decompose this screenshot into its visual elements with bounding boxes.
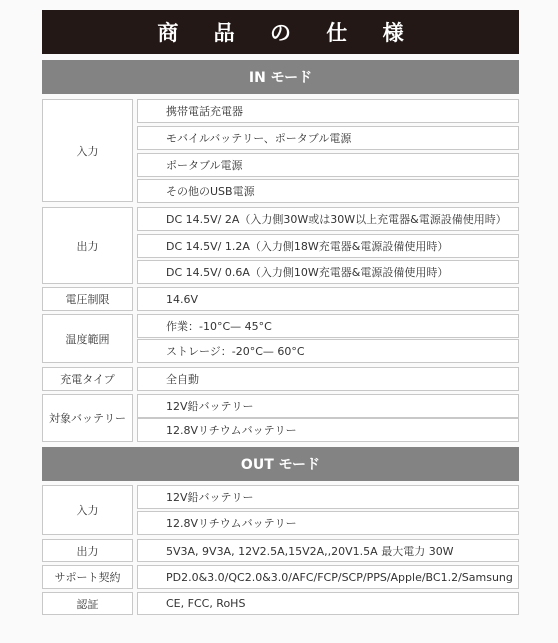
certification-value: CE, FCC, RoHS [137, 592, 519, 615]
voltage-limit-label: 電圧制限 [42, 287, 133, 311]
in-output-value: DC 14.5V/ 1.2A（入力側18W充電器&電源設備使用時） [137, 234, 519, 258]
out-output-label: 出力 [42, 539, 133, 562]
temperature-range-label: 温度範囲 [42, 314, 133, 363]
charge-type-value: 全自動 [137, 367, 519, 391]
out-input-value: 12V鉛バッテリー [137, 485, 519, 509]
certification-label: 認証 [42, 592, 133, 615]
target-battery-value: 12V鉛バッテリー [137, 394, 519, 418]
target-battery-value: 12.8Vリチウムバッテリー [137, 418, 519, 442]
support-protocol-label: サポート契約 [42, 565, 133, 589]
out-input-label: 入力 [42, 485, 133, 535]
in-output-value: DC 14.5V/ 2A（入力側30W或は30W以上充電器&電源設備使用時） [137, 207, 519, 231]
in-input-value: モバイルバッテリー、ポータブル電源 [137, 126, 519, 150]
support-protocol-value: PD2.0&3.0/QC2.0&3.0/AFC/FCP/SCP/PPS/Apple/BC1.2/Samsung [137, 565, 519, 589]
temperature-range-value: 作業：-10°C— 45°C [137, 314, 519, 338]
in-input-value: ポータブル電源 [137, 153, 519, 177]
in-output-label: 出力 [42, 207, 133, 284]
target-battery-label: 対象バッテリー [42, 394, 133, 442]
in-input-value: 携帯電話充電器 [137, 99, 519, 123]
charge-type-label: 充電タイプ [42, 367, 133, 391]
out-mode-heading: OUT モード [42, 447, 519, 481]
page-title: 商 品 の 仕 様 [42, 10, 519, 54]
in-output-value: DC 14.5V/ 0.6A（入力側10W充電器&電源設備使用時） [137, 260, 519, 284]
voltage-limit-value: 14.6V [137, 287, 519, 311]
in-mode-heading: IN モード [42, 60, 519, 94]
in-input-label: 入力 [42, 99, 133, 202]
in-input-value: その他のUSB電源 [137, 179, 519, 203]
out-output-value: 5V3A, 9V3A, 12V2.5A,15V2A,,20V1.5A 最大電力 30W [137, 539, 519, 562]
temperature-range-value: ストレージ：-20°C— 60°C [137, 339, 519, 363]
out-input-value: 12.8Vリチウムバッテリー [137, 511, 519, 535]
